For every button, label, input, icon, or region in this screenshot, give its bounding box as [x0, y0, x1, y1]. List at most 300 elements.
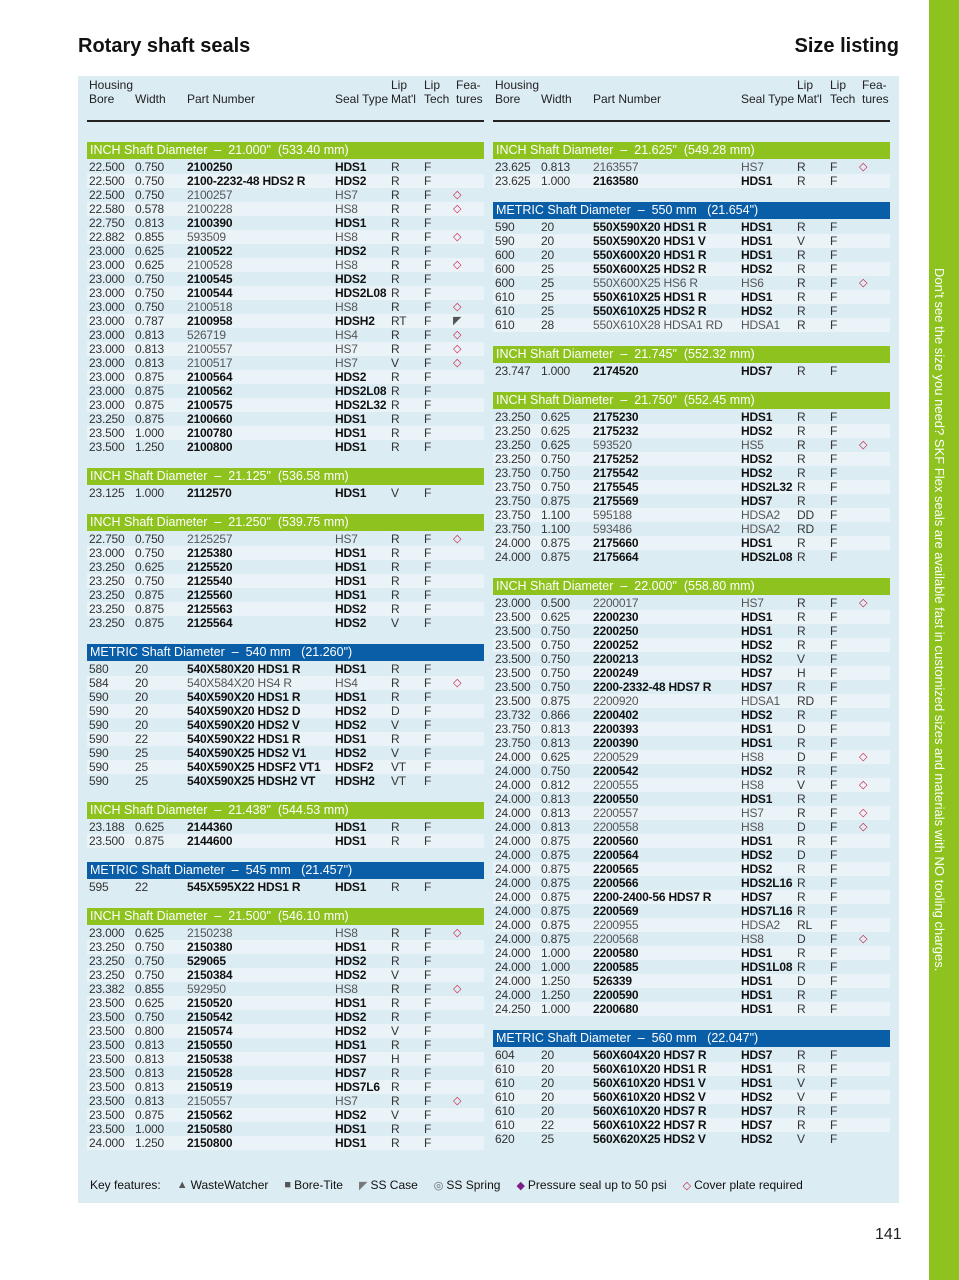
width: 0.578 — [135, 202, 165, 216]
lip-material: R — [797, 890, 806, 904]
width: 1.100 — [541, 522, 571, 536]
seal-type: HS8 — [741, 778, 764, 792]
table-row — [493, 974, 890, 988]
part-number: 2200250 — [593, 624, 639, 638]
lip-material: R — [797, 276, 806, 290]
table-row — [493, 862, 890, 876]
width: 20 — [135, 676, 148, 690]
lip-tech: F — [830, 508, 838, 522]
part-number: 2200390 — [593, 736, 639, 750]
width: 0.813 — [541, 736, 571, 750]
part-number: 2200249 — [593, 666, 639, 680]
page-number: 141 — [875, 1226, 902, 1243]
table-row — [493, 508, 890, 522]
part-number: 2175232 — [593, 424, 639, 438]
seal-type: HS8 — [741, 932, 764, 946]
part-number: 2100390 — [187, 216, 233, 230]
table-row — [493, 234, 890, 248]
housing-bore: 23.250 — [495, 410, 531, 424]
seal-type: HDSA1 — [741, 694, 781, 708]
table-row — [493, 248, 890, 262]
column-header-mat-1: Lip — [797, 78, 814, 92]
table-row — [493, 1062, 890, 1076]
housing-bore: 22.750 — [89, 532, 125, 546]
housing-bore: 24.250 — [495, 1002, 531, 1016]
width: 1.000 — [135, 1122, 165, 1136]
housing-bore: 23.250 — [89, 588, 125, 602]
seal-type: HDS2 — [741, 466, 773, 480]
seal-type: HDSA2 — [741, 508, 781, 522]
housing-bore: 23.000 — [89, 926, 125, 940]
seal-type: HS8 — [335, 982, 358, 996]
width: 0.625 — [541, 424, 571, 438]
housing-bore: 590 — [495, 234, 515, 248]
table-row — [493, 988, 890, 1002]
lip-tech: F — [830, 610, 838, 624]
part-number: 2100545 — [187, 272, 233, 286]
lip-material: R — [797, 806, 806, 820]
table-row — [493, 522, 890, 536]
size-section — [493, 346, 890, 378]
width: 0.750 — [541, 466, 571, 480]
housing-bore: 610 — [495, 318, 515, 332]
lip-material: R — [797, 1118, 806, 1132]
part-number: 2150580 — [187, 1122, 233, 1136]
lip-material: RT — [391, 314, 407, 328]
part-number: 2150557 — [187, 1094, 233, 1108]
seal-type: HS4 — [335, 676, 358, 690]
lip-tech: F — [424, 300, 432, 314]
lip-material: V — [797, 1076, 805, 1090]
table-row — [87, 1080, 484, 1094]
part-number: 2200252 — [593, 638, 639, 652]
seal-type: HDS2 — [335, 616, 367, 630]
width: 1.000 — [541, 960, 571, 974]
part-number: 560X604X20 HDS7 R — [593, 1048, 707, 1062]
width: 0.875 — [541, 694, 571, 708]
lip-tech: F — [830, 480, 838, 494]
table-row — [87, 412, 484, 426]
housing-bore: 24.000 — [495, 918, 531, 932]
part-number: 2100780 — [187, 426, 233, 440]
width: 0.875 — [541, 550, 571, 564]
cover-plate-icon: ◇ — [453, 983, 462, 995]
lip-material: R — [797, 834, 806, 848]
part-number: 2125520 — [187, 560, 233, 574]
lip-tech: F — [830, 652, 838, 666]
part-number: 540X590X20 HDS2 D — [187, 704, 301, 718]
table-row — [493, 1048, 890, 1062]
part-number: 2200920 — [593, 694, 639, 708]
column-header-tech-2: Tech — [830, 92, 856, 106]
seal-type: HS8 — [335, 926, 358, 940]
lip-tech: F — [424, 746, 432, 760]
lip-material: D — [797, 820, 806, 834]
lip-material: R — [391, 272, 400, 286]
lip-tech: F — [424, 1136, 432, 1150]
seal-type: HDSF2 — [335, 760, 374, 774]
table-column-left — [87, 76, 484, 1164]
lip-tech: F — [424, 342, 432, 356]
lip-material: R — [391, 1066, 400, 1080]
width: 0.750 — [541, 764, 571, 778]
part-number: 2175660 — [593, 536, 639, 550]
lip-material: V — [391, 616, 399, 630]
ss-case-icon: ◤ — [453, 315, 462, 327]
width: 0.750 — [135, 546, 165, 560]
part-number: 2200017 — [593, 596, 639, 610]
width: 25 — [541, 290, 554, 304]
table-row — [493, 652, 890, 666]
width: 0.750 — [135, 300, 165, 314]
part-number: 2150238 — [187, 926, 233, 940]
housing-bore: 600 — [495, 262, 515, 276]
seal-type: HDS2 — [741, 652, 773, 666]
part-number: 2100517 — [187, 356, 233, 370]
lip-material: R — [391, 574, 400, 588]
table-row — [87, 1066, 484, 1080]
seal-type: HDS1 — [741, 610, 773, 624]
width: 0.625 — [135, 560, 165, 574]
lip-tech: F — [424, 940, 432, 954]
table-row — [493, 890, 890, 904]
column-header-seal: Seal Type — [741, 92, 795, 106]
table-row — [87, 1010, 484, 1024]
part-number: 2100958 — [187, 314, 233, 328]
lip-tech: F — [424, 926, 432, 940]
seal-type: HDS7 — [741, 1104, 773, 1118]
seal-type: HDS1 — [741, 220, 773, 234]
housing-bore: 23.250 — [495, 438, 531, 452]
lip-material: R — [797, 174, 806, 188]
housing-bore: 24.000 — [89, 1136, 125, 1150]
width: 0.750 — [541, 652, 571, 666]
width: 1.000 — [541, 1002, 571, 1016]
part-number: 526719 — [187, 328, 226, 342]
rows — [493, 410, 890, 564]
part-number: 2100557 — [187, 342, 233, 356]
width: 0.875 — [135, 602, 165, 616]
housing-bore: 23.732 — [495, 708, 531, 722]
cover-icon: ◇ — [682, 1179, 692, 1192]
housing-bore: 610 — [495, 290, 515, 304]
rows — [493, 1048, 890, 1146]
lip-material: R — [391, 342, 400, 356]
seal-type: HDS2 — [335, 1010, 367, 1024]
part-number: 2200580 — [593, 946, 639, 960]
table-row — [493, 848, 890, 862]
lip-tech: F — [424, 662, 432, 676]
lip-tech: F — [424, 202, 432, 216]
table-row — [493, 960, 890, 974]
width: 20 — [135, 718, 148, 732]
housing-bore: 23.250 — [89, 954, 125, 968]
width: 0.875 — [541, 876, 571, 890]
part-number: 2144600 — [187, 834, 233, 848]
housing-bore: 24.000 — [495, 890, 531, 904]
part-number: 550X590X20 HDS1 V — [593, 234, 706, 248]
housing-bore: 590 — [89, 746, 109, 760]
width: 1.000 — [541, 174, 571, 188]
rows — [87, 160, 484, 454]
part-number: 2150538 — [187, 1052, 233, 1066]
housing-bore: 590 — [89, 774, 109, 788]
lip-material: D — [797, 974, 806, 988]
table-row — [87, 1122, 484, 1136]
table-row — [493, 550, 890, 564]
table-row — [493, 1118, 890, 1132]
cover-plate-icon: ◇ — [453, 343, 462, 355]
part-number: 2150574 — [187, 1024, 233, 1038]
lip-material: H — [797, 666, 806, 680]
lip-material: R — [797, 638, 806, 652]
part-number: 560X610X22 HDS7 R — [593, 1118, 707, 1132]
metric-shaft-diameter-header: METRIC Shaft Diameter – 540 mm (21.260") — [87, 644, 484, 661]
lip-material: R — [391, 328, 400, 342]
width: 0.625 — [135, 258, 165, 272]
lip-tech: F — [424, 704, 432, 718]
lip-tech: F — [424, 286, 432, 300]
table-row — [493, 290, 890, 304]
part-number: 529065 — [187, 954, 226, 968]
width: 0.625 — [135, 820, 165, 834]
cover-plate-icon: ◇ — [453, 677, 462, 689]
lip-material: R — [391, 662, 400, 676]
rows — [493, 364, 890, 378]
part-number: 550X610X25 HDS2 R — [593, 304, 707, 318]
lip-tech: F — [830, 764, 838, 778]
table-row — [493, 946, 890, 960]
housing-bore: 24.000 — [495, 550, 531, 564]
lip-material: R — [391, 160, 400, 174]
column-header-feat-1: Fea- — [862, 78, 887, 92]
lip-material: R — [391, 1080, 400, 1094]
part-number: 2174520 — [593, 364, 639, 378]
width: 0.813 — [541, 722, 571, 736]
width: 0.625 — [541, 410, 571, 424]
width: 20 — [541, 220, 554, 234]
housing-bore: 23.250 — [89, 602, 125, 616]
table-row — [87, 954, 484, 968]
lip-tech: F — [830, 876, 838, 890]
housing-bore: 23.250 — [495, 424, 531, 438]
lip-tech: F — [830, 536, 838, 550]
lip-tech: F — [424, 486, 432, 500]
seal-type: HDS2 — [335, 718, 367, 732]
part-number: 2200558 — [593, 820, 639, 834]
housing-bore: 620 — [495, 1132, 515, 1146]
housing-bore: 590 — [89, 732, 109, 746]
key-feature-label: SS Spring — [446, 1178, 501, 1192]
housing-bore: 23.500 — [89, 1122, 125, 1136]
seal-type: HDS2 — [335, 244, 367, 258]
width: 0.813 — [541, 792, 571, 806]
width: 1.250 — [541, 974, 571, 988]
column-header-bore-1: Housing — [495, 78, 540, 92]
seal-type: HS7 — [335, 356, 358, 370]
seal-type: HDS1 — [741, 1002, 773, 1016]
seal-type: HDS2 — [335, 174, 367, 188]
part-number: 2144360 — [187, 820, 233, 834]
lip-tech: F — [424, 258, 432, 272]
seal-type: HDS7 — [741, 666, 773, 680]
width: 0.750 — [541, 680, 571, 694]
lip-tech: F — [424, 1066, 432, 1080]
housing-bore: 23.500 — [89, 1010, 125, 1024]
housing-bore: 23.500 — [89, 1038, 125, 1052]
lip-tech: F — [424, 532, 432, 546]
lip-tech: F — [424, 1080, 432, 1094]
lip-material: R — [797, 318, 806, 332]
seal-type: HDS1 — [741, 290, 773, 304]
part-number: 2150519 — [187, 1080, 233, 1094]
part-number: 2150520 — [187, 996, 233, 1010]
seal-type: HDS2 — [335, 370, 367, 384]
width: 1.250 — [541, 988, 571, 1002]
cover-plate-icon: ◇ — [859, 277, 868, 289]
part-number: 2150528 — [187, 1066, 233, 1080]
size-section — [493, 202, 890, 332]
lip-tech: F — [830, 666, 838, 680]
table-row — [493, 494, 890, 508]
lip-material: R — [797, 410, 806, 424]
lip-material: R — [391, 996, 400, 1010]
inch-shaft-diameter-header: INCH Shaft Diameter – 21.000" (533.40 mm) — [87, 142, 484, 159]
housing-bore: 610 — [495, 1076, 515, 1090]
housing-bore: 22.580 — [89, 202, 125, 216]
table-row — [87, 616, 484, 630]
part-number: 2175230 — [593, 410, 639, 424]
lip-tech: F — [830, 750, 838, 764]
part-number: 2200393 — [593, 722, 639, 736]
page-title: Rotary shaft seals — [78, 35, 251, 57]
table-row — [493, 410, 890, 424]
size-section — [87, 142, 484, 454]
column-header — [493, 76, 890, 122]
lip-material: V — [391, 1024, 399, 1038]
housing-bore: 604 — [495, 1048, 515, 1062]
table-row — [493, 304, 890, 318]
column-header-tech-2: Tech — [424, 92, 450, 106]
housing-bore: 580 — [89, 662, 109, 676]
lip-material: R — [797, 610, 806, 624]
part-number: 2175545 — [593, 480, 639, 494]
housing-bore: 590 — [89, 690, 109, 704]
table-row — [87, 982, 484, 996]
lip-tech: F — [830, 946, 838, 960]
lip-tech: F — [424, 1038, 432, 1052]
cover-plate-icon: ◇ — [859, 751, 868, 763]
table-row — [493, 932, 890, 946]
housing-bore: 24.000 — [495, 862, 531, 876]
housing-bore: 23.500 — [89, 426, 125, 440]
part-number: 2200568 — [593, 932, 639, 946]
lip-material: V — [797, 1132, 805, 1146]
seal-type: HDS1 — [335, 160, 367, 174]
housing-bore: 23.750 — [495, 466, 531, 480]
seal-type: HDSH2 — [335, 314, 375, 328]
part-number: 2100-2232-48 HDS2 R — [187, 174, 306, 188]
width: 0.625 — [541, 610, 571, 624]
lip-tech: F — [830, 550, 838, 564]
housing-bore: 23.125 — [89, 486, 125, 500]
part-number: 2200590 — [593, 988, 639, 1002]
lip-material: R — [391, 676, 400, 690]
seal-type: HDS1 — [335, 216, 367, 230]
seal-type: HDS2 — [741, 452, 773, 466]
part-number: 560X610X20 HDS2 V — [593, 1090, 706, 1104]
table-row — [87, 880, 484, 894]
part-number: 550X610X28 HDSA1 RD — [593, 318, 723, 332]
part-number: 2100575 — [187, 398, 233, 412]
table-row — [87, 342, 484, 356]
width: 0.875 — [541, 848, 571, 862]
pressure-icon: ◆ — [516, 1179, 525, 1192]
seal-type: HDS1 — [335, 588, 367, 602]
lip-material: R — [391, 426, 400, 440]
cover-plate-icon: ◇ — [859, 821, 868, 833]
cover-plate-icon: ◇ — [453, 301, 462, 313]
part-number: 560X610X20 HDS1 R — [593, 1062, 707, 1076]
lip-tech: F — [830, 466, 838, 480]
lip-material: D — [797, 848, 806, 862]
lip-material: V — [391, 356, 399, 370]
seal-type: HS8 — [335, 230, 358, 244]
column-header-feat-2: tures — [862, 92, 889, 106]
lip-tech: F — [830, 1076, 838, 1090]
part-number: 545X595X22 HDS1 R — [187, 880, 301, 894]
lip-material: R — [797, 862, 806, 876]
lip-tech: F — [424, 1122, 432, 1136]
lip-material: RD — [797, 694, 814, 708]
column-header-bore-1: Housing — [89, 78, 134, 92]
housing-bore: 23.000 — [89, 300, 125, 314]
housing-bore: 23.000 — [89, 286, 125, 300]
lip-material: R — [797, 262, 806, 276]
part-number: 560X610X20 HDS1 V — [593, 1076, 706, 1090]
housing-bore: 584 — [89, 676, 109, 690]
width: 0.875 — [541, 932, 571, 946]
width: 0.875 — [541, 918, 571, 932]
table-row — [87, 258, 484, 272]
lip-material: R — [391, 1136, 400, 1150]
metric-shaft-diameter-header: METRIC Shaft Diameter – 550 mm (21.654") — [493, 202, 890, 219]
width: 28 — [541, 318, 554, 332]
table-row — [87, 1038, 484, 1052]
lip-material: R — [391, 370, 400, 384]
lip-material: R — [797, 1062, 806, 1076]
part-number: 2200566 — [593, 876, 639, 890]
lip-tech: F — [424, 412, 432, 426]
cover-plate-icon: ◇ — [859, 161, 868, 173]
lip-tech: F — [424, 760, 432, 774]
housing-bore: 600 — [495, 276, 515, 290]
seal-type: HDS1 — [335, 996, 367, 1010]
seal-type: HDS1 — [741, 234, 773, 248]
lip-tech: F — [830, 276, 838, 290]
housing-bore: 23.625 — [495, 160, 531, 174]
width: 1.000 — [541, 946, 571, 960]
table-row — [87, 1024, 484, 1038]
seal-type: HDS1 — [741, 248, 773, 262]
width: 0.813 — [541, 160, 571, 174]
key-feature-label: Pressure seal up to 50 psi — [527, 1178, 667, 1192]
cover-plate-icon: ◇ — [453, 1095, 462, 1107]
table-row — [87, 356, 484, 370]
table-row — [87, 1136, 484, 1150]
lip-material: D — [391, 704, 400, 718]
table-row — [493, 1132, 890, 1146]
